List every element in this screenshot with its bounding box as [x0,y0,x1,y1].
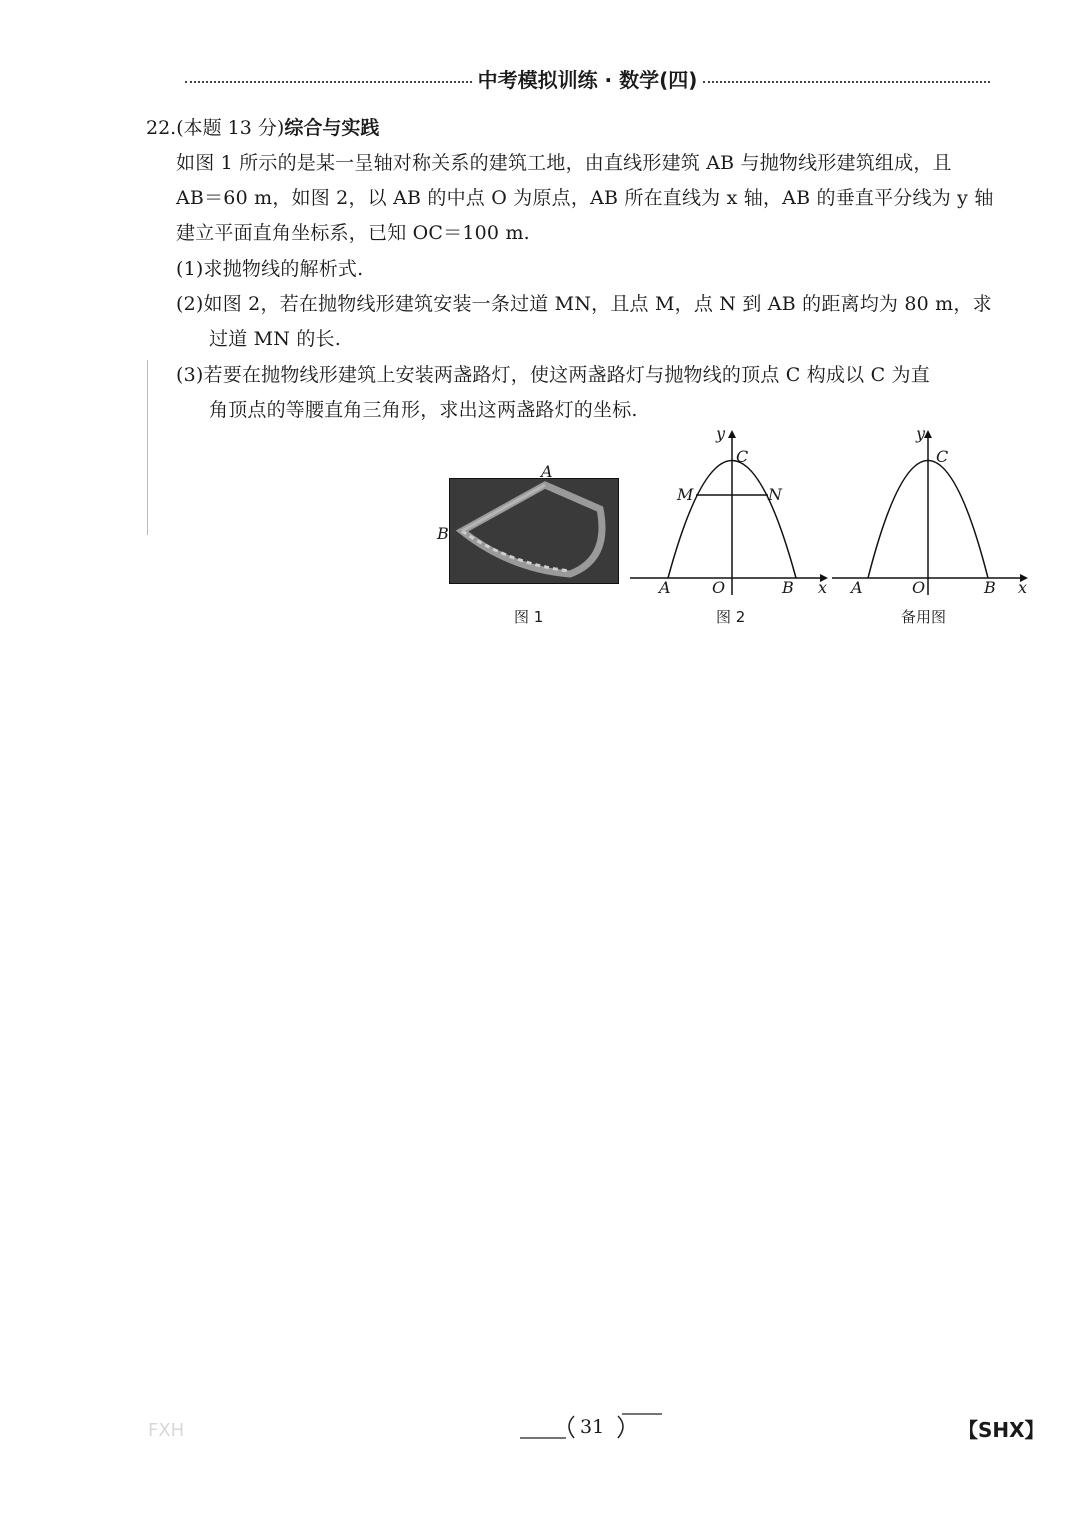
sub-question-3-cont: 角顶点的等腰直角三角形，求出这两盏路灯的坐标. [209,399,638,421]
figure-1-photo [449,478,619,584]
sub-question-2-cont: 过道 MN 的长. [209,328,341,350]
header-title: 中考模拟训练 · 数学(四) [477,68,698,92]
question-line-2: AB＝60 m，如图 2，以 AB 的中点 O 为原点，AB 所在直线为 x 轴，AB 的垂直平分线为 y 轴 [176,187,994,209]
fig3-caption: 备用图 [901,608,947,626]
question-tag: 综合与实践 [284,117,380,139]
spare-figure-diagram [832,425,1037,600]
fig2-y-arrow [728,430,736,438]
edition-code: 【SHX】 [958,1418,1045,1442]
fig2-label-o: O [712,578,726,597]
fig2-label-a: A [659,578,671,597]
page-number: 31 [580,1416,605,1438]
fig2-label-y: y [716,424,726,443]
question-line-3: 建立平面直角坐标系，已知 OC＝100 m. [176,222,530,244]
header-dots-left [185,81,472,83]
fig2-caption: 图 2 [716,608,746,626]
question-points: (本题 13 分) [176,117,285,139]
fig1-caption: 图 1 [514,608,544,626]
fig3-label-b: B [984,578,996,597]
fig3-label-x: x [1018,578,1028,597]
page-header [185,64,990,93]
sub-question-2: (2)如图 2，若在抛物线形建筑安装一条过道 MN，且点 M，点 N 到 AB 的距离均为 80 m，求 [176,293,992,315]
fig2-label-c: C [736,447,749,466]
construction-photo-image [450,479,618,583]
question-heading [146,113,379,140]
sub-question-3: (3)若要在抛物线形建筑上安装两盏路灯，使这两盏路灯与抛物线的顶点 C 构成以 C 为直 [176,364,930,386]
fig3-label-a: A [851,578,863,597]
fig2-label-x: x [818,578,828,597]
fig1-label-b: B [437,524,449,543]
fig3-y-arrow [924,430,932,438]
margin-rule [147,360,148,535]
header-dots-right [703,81,990,83]
fig3-label-c: C [936,447,949,466]
faint-mark: FXH [148,1420,185,1441]
fig2-label-b: B [782,578,794,597]
fig2-label-n: N [768,485,782,504]
fig3-label-o: O [912,578,926,597]
fig3-label-y: y [916,424,926,443]
figure-2-diagram [630,425,835,600]
fig1-label-a: A [541,462,553,481]
fig2-label-m: M [677,485,694,504]
question-number: 22. [146,117,177,139]
question-line-1: 如图 1 所示的是某一呈轴对称关系的建筑工地，由直线形建筑 AB 与抛物线形建筑组成，且 [176,152,952,174]
sub-question-1: (1)求抛物线的解析式. [176,258,364,280]
